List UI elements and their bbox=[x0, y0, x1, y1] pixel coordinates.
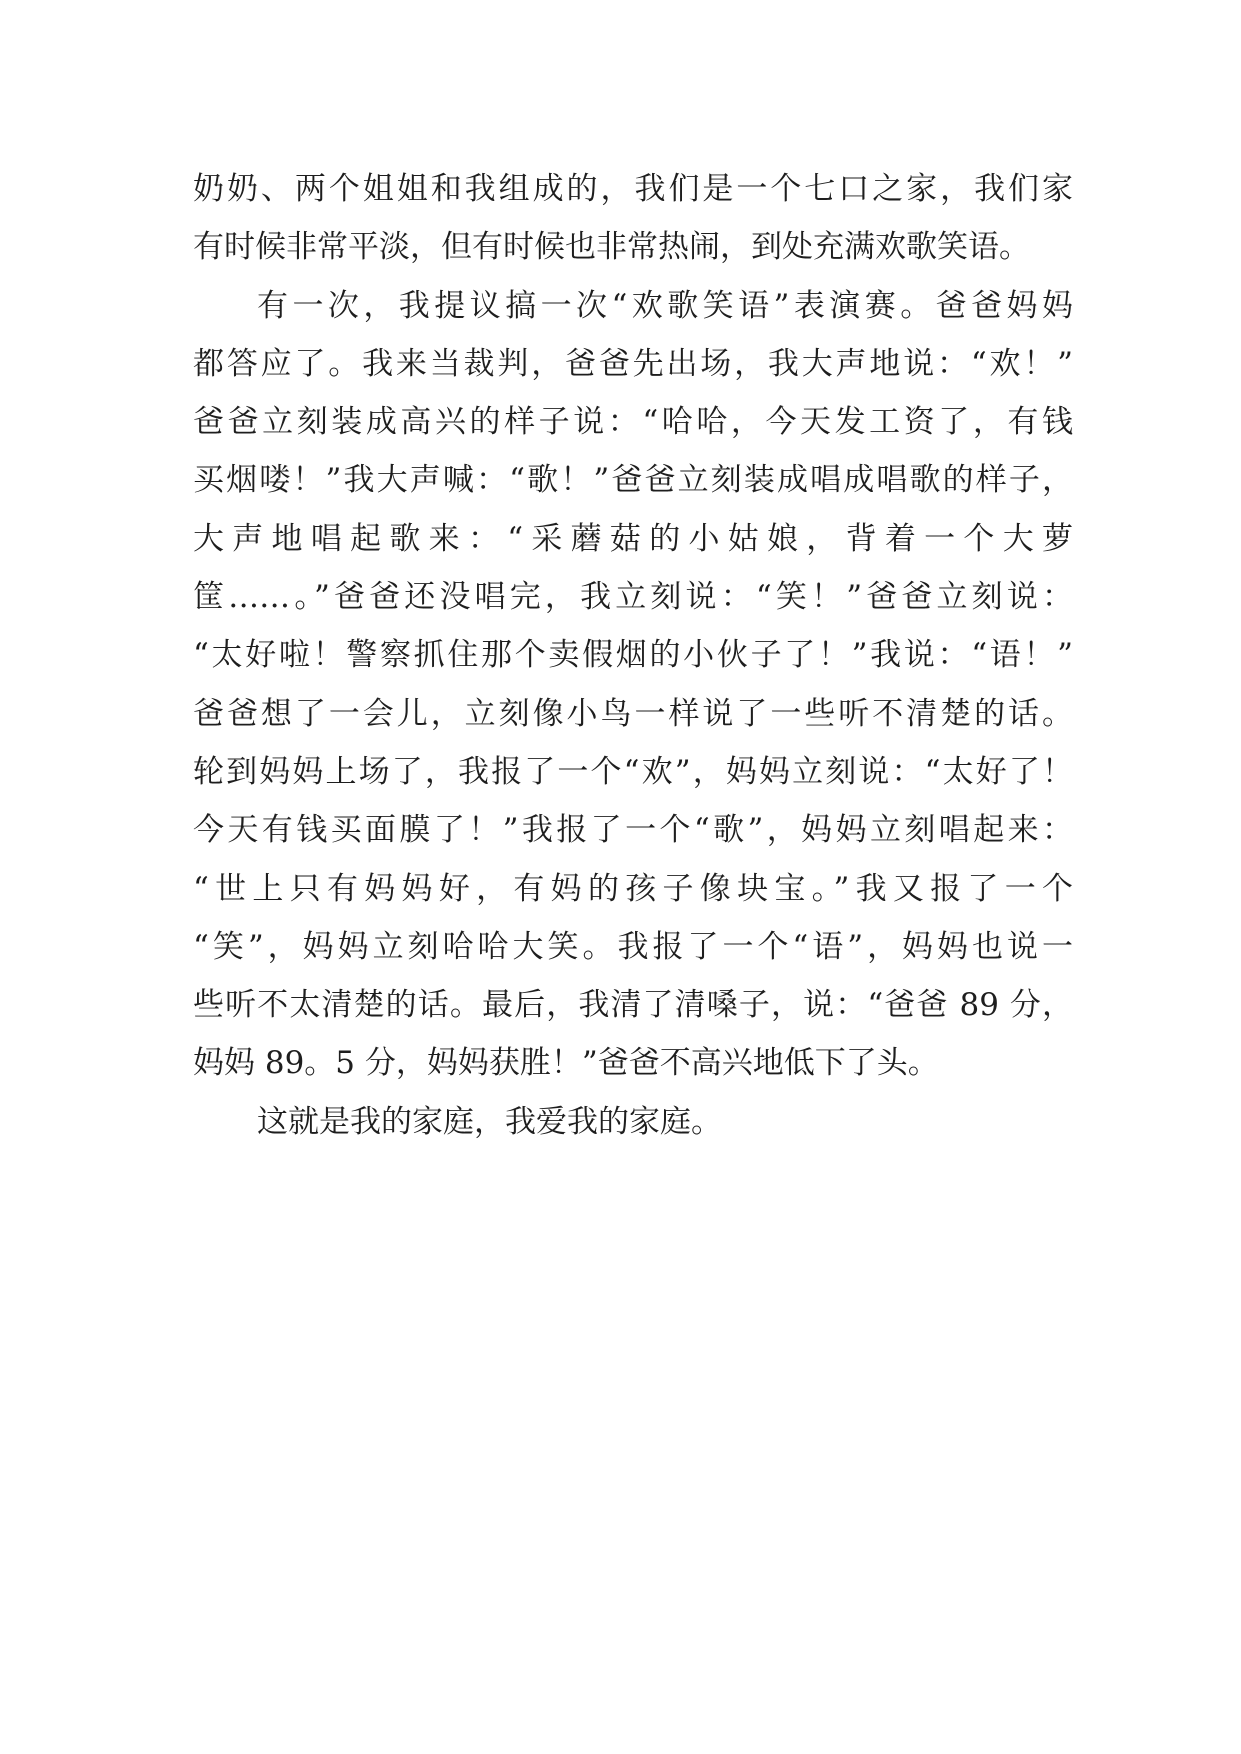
text-line: 筐……。”爸爸还没唱完，我立刻说：“笑！”爸爸立刻说： bbox=[193, 579, 1073, 616]
text-line: 爸爸立刻装成高兴的样子说：“哈哈，今天发工资了，有钱 bbox=[193, 404, 1073, 441]
text-line: 爸爸想了一会儿，立刻像小鸟一样说了一些听不清楚的话。 bbox=[193, 695, 1073, 732]
text-line: 大声地唱起歌来：“采蘑菇的小姑娘，背着一个大萝 bbox=[193, 520, 1073, 557]
text-line: 买烟喽！”我大声喊：“歌！”爸爸立刻装成唱成唱歌的样子， bbox=[193, 462, 1073, 499]
essay-body bbox=[193, 160, 1073, 1151]
text-line: 奶奶、两个姐姐和我组成的，我们是一个七口之家，我们家 bbox=[193, 171, 1073, 207]
text-line: 今天有钱买面膜了！”我报了一个“歌”，妈妈立刻唱起来： bbox=[193, 812, 1073, 849]
text-line: 这就是我的家庭，我爱我的家庭。 bbox=[257, 1103, 722, 1140]
text-line: 轮到妈妈上场了，我报了一个“欢”，妈妈立刻说：“太好了！ bbox=[193, 753, 1073, 790]
text-line: 都答应了。我来当裁判，爸爸先出场，我大声地说：“欢！” bbox=[193, 345, 1073, 382]
text-line: “太好啦！警察抓住那个卖假烟的小伙子了！”我说：“语！” bbox=[193, 637, 1073, 674]
text-line: “笑”，妈妈立刻哈哈大笑。我报了一个“语”，妈妈也说一 bbox=[193, 928, 1073, 965]
text-line: 些听不太清楚的话。最后，我清了清嗓子，说：“爸爸 89 分， bbox=[193, 987, 1073, 1024]
text-line: 妈妈 89。5 分，妈妈获胜！”爸爸不高兴地低下了头。 bbox=[193, 1045, 939, 1082]
text-line: 有时候非常平淡，但有时候也非常热闹，到处充满欢歌笑语。 bbox=[193, 229, 1030, 266]
text-line: 有一次，我提议搞一次“欢歌笑语”表演赛。爸爸妈妈 bbox=[257, 287, 1073, 324]
text-line: “世上只有妈妈好，有妈的孩子像块宝。”我又报了一个 bbox=[193, 870, 1073, 907]
